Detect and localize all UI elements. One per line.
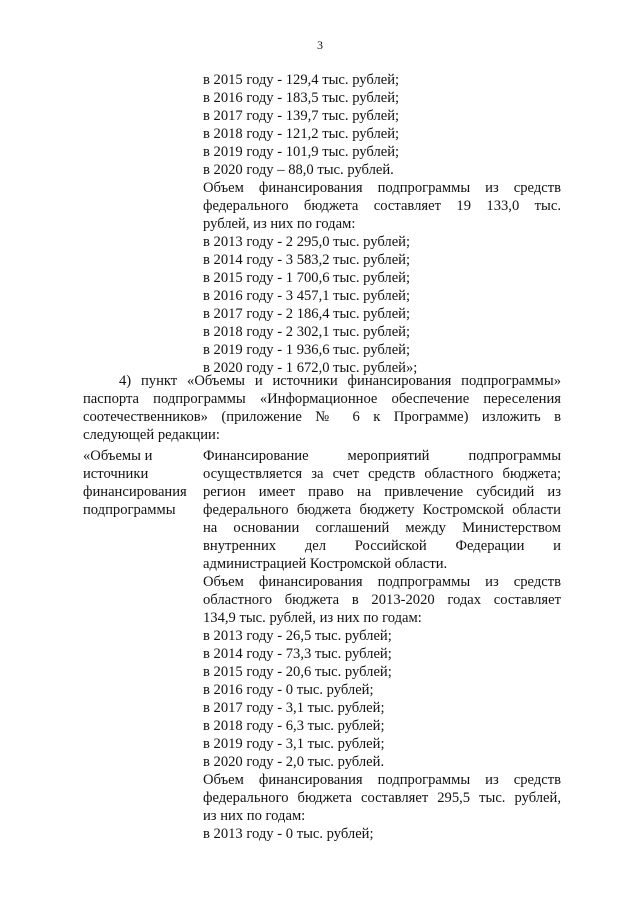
paragraph-4 xyxy=(83,372,561,444)
label-line: источники xyxy=(83,466,149,482)
table-label-column xyxy=(83,447,198,519)
paragraph-line: соотечественников» (приложение № 6 к Программе) изложить в xyxy=(83,409,561,425)
federal-year-line: в 2014 году - 3 583,2 тыс. рублей; xyxy=(203,252,411,268)
federal-year-line: в 2018 году - 2 302,1 тыс. рублей; xyxy=(203,324,411,340)
page-number: 3 xyxy=(317,38,323,52)
federal-intro-line: Объем финансирования подпрограммы из средств xyxy=(203,180,561,196)
federal-year-line: в 2013 году - 2 295,0 тыс. рублей; xyxy=(203,234,411,250)
federal-intro-line: рублей, из них по годам: xyxy=(203,216,356,232)
year-line: в 2019 году - 101,9 тыс. рублей; xyxy=(203,144,400,160)
federal-year-line: в 2019 году - 1 936,6 тыс. рублей; xyxy=(203,342,411,358)
content-line: администрацией Костромской области. xyxy=(203,556,448,572)
paragraph-line: следующей редакции: xyxy=(83,427,220,443)
regional-intro-line: областного бюджета в 2013-2020 годах составляет xyxy=(203,592,561,608)
content-line: на основании соглашений между Министерством xyxy=(203,520,561,536)
federal-year-line: в 2013 году - 0 тыс. рублей; xyxy=(203,826,374,842)
federal-year-line: в 2015 году - 1 700,6 тыс. рублей; xyxy=(203,270,411,286)
content-line: осуществляется за счет средств областного бюджета; xyxy=(203,466,561,482)
regional-year-line: в 2019 году - 3,1 тыс. рублей; xyxy=(203,736,385,752)
federal-intro-line: из них по годам: xyxy=(203,808,306,824)
regional-year-line: в 2020 году - 2,0 тыс. рублей. xyxy=(203,754,385,770)
regional-intro-line: 134,9 тыс. рублей, из них по годам: xyxy=(203,610,422,626)
federal-year-line: в 2020 году - 1 672,0 тыс. рублей»; xyxy=(203,360,418,376)
regional-year-line: в 2014 году - 73,3 тыс. рублей; xyxy=(203,646,392,662)
regional-intro-line: Объем финансирования подпрограммы из средств xyxy=(203,574,561,590)
paragraph-line: 4) пункт «Объемы и источники финансирования подпрограммы» xyxy=(119,373,561,389)
regional-year-line: в 2015 году - 20,6 тыс. рублей; xyxy=(203,664,392,680)
regional-year-line: в 2013 году - 26,5 тыс. рублей; xyxy=(203,628,392,644)
label-line: финансирования xyxy=(83,484,187,500)
paragraph-line: паспорта подпрограммы «Информационное обеспечение переселения xyxy=(83,391,561,407)
content-line: внутренних дел Российской Федерации и xyxy=(203,538,561,554)
content-line: Финансирование мероприятий подпрограммы xyxy=(203,448,561,464)
year-line: в 2017 году - 139,7 тыс. рублей; xyxy=(203,108,400,124)
federal-year-line: в 2017 году - 2 186,4 тыс. рублей; xyxy=(203,306,411,322)
federal-intro-line: федерального бюджета составляет 295,5 тыс. рублей, xyxy=(203,790,561,806)
content-line: федерального бюджета бюджету Костромской области xyxy=(203,502,561,518)
regional-year-line: в 2016 году - 0 тыс. рублей; xyxy=(203,682,374,698)
year-line: в 2020 году – 88,0 тыс. рублей. xyxy=(203,162,394,178)
year-line: в 2016 году - 183,5 тыс. рублей; xyxy=(203,90,400,106)
content-line: регион имеет право на привлечение субсидий из xyxy=(203,484,561,500)
regional-year-line: в 2017 году - 3,1 тыс. рублей; xyxy=(203,700,385,716)
year-line: в 2018 году - 121,2 тыс. рублей; xyxy=(203,126,400,142)
label-line: «Объемы и xyxy=(83,448,153,464)
federal-intro-line: федерального бюджета составляет 19 133,0 тыс. xyxy=(203,198,561,214)
year-line: в 2015 году - 129,4 тыс. рублей; xyxy=(203,72,400,88)
federal-intro-line: Объем финансирования подпрограммы из средств xyxy=(203,772,561,788)
top-financing-block xyxy=(203,71,561,377)
regional-year-line: в 2018 году - 6,3 тыс. рублей; xyxy=(203,718,385,734)
table-content-column xyxy=(203,447,561,843)
federal-year-line: в 2016 году - 3 457,1 тыс. рублей; xyxy=(203,288,411,304)
label-line: подпрограммы xyxy=(83,502,176,518)
